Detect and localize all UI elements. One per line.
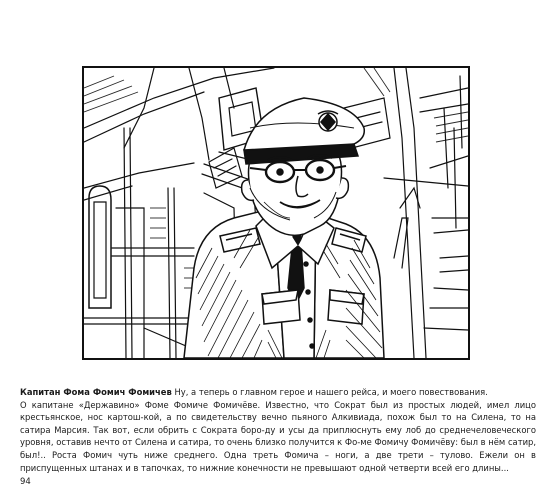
caption-line — [20, 386, 536, 399]
captain-illustration — [82, 66, 470, 360]
ink-drawing — [84, 68, 468, 358]
caption-title: Капитан Фома Фомич Фомичев — [20, 387, 172, 397]
caption-text-block — [20, 386, 536, 474]
page-number: 94 — [20, 477, 31, 487]
body-paragraph: О капитане «Державино» Фоме Фомиче Фомичёве. Известно, что Сократ был из простых людей, имел лицо крестьянское, нос картош-кой, а по свидетельству вечно пьяного Алкивиада, похож был то на Силена, то на сатира Марсия. Так вот, если обрить с Сократа боро-ду и усы да приплюснуть ему лоб до среднечеловеческого уровня, оставив нечто от Силена и сатира, то очень близко получится к Фо-ме Фомичу Фомичёву: был в нём сатир, был!.. Роста Фомич чуть ниже среднего. Одна треть Фомича – ноги, а две трети – тулово. Ежели он в приспущенных штанах и в тапочках, то нижние конечности не превышают одной четверти всей его длины... — [20, 399, 536, 473]
caption-lead: Ну, а теперь о главном герое и нашего рейса, и моего повествования. — [171, 387, 488, 397]
